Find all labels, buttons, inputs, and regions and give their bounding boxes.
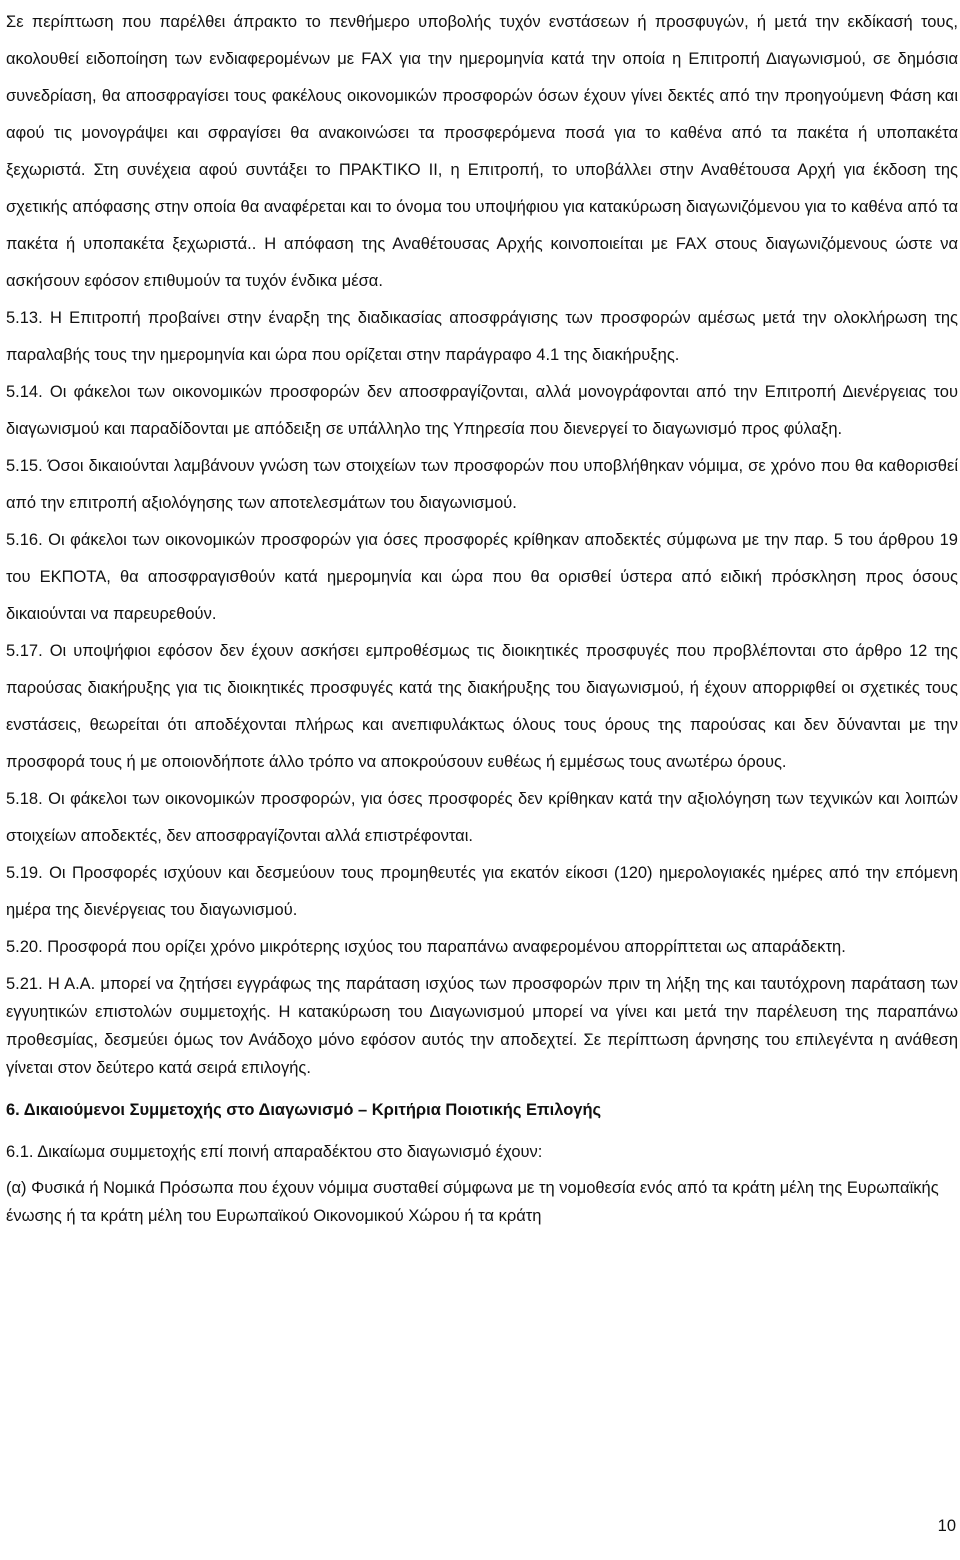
paragraph-5-18: 5.18. Οι φάκελοι των οικονομικών προσφορών, για όσες προσφορές δεν κρίθηκαν κατά την αξιολόγηση των τεχνικών και λοιπών στοιχείων αποδεκτές, δεν αποσφραγίζονται αλλά επιστρέφονται.	[6, 790, 958, 845]
page-number: 10	[937, 1517, 956, 1535]
document-page	[6, 0, 958, 1230]
paragraph-5-14: 5.14. Οι φάκελοι των οικονομικών προσφορών δεν αποσφραγίζονται, αλλά μονογράφονται από την Επιτροπή Διενέργειας του διαγωνισμού και παραδίδονται με απόδειξη σε υπάλληλο της Υπηρεσία που διενεργεί το διαγωνισμό προς φύλαξη.	[6, 383, 958, 438]
paragraph-5-19: 5.19. Οι Προσφορές ισχύουν και δεσμεύουν τους προμηθευτές για εκατόν είκοσι (120) ημερολογιακές ημέρες από την επόμενη ημέρα της διενέργειας του διαγωνισμού.	[6, 864, 958, 919]
list-item-a: (α) Φυσικά ή Νομικά Πρόσωπα που έχουν νόμιμα συσταθεί σύμφωνα με τη νομοθεσία ενός από τα κράτη μέλη της Ευρωπαϊκής ένωσης ή τα κράτη μέλη του Ευρωπαϊκού Οικονομικού Χώρου ή τα κράτη	[6, 1179, 939, 1225]
section-heading: 6. Δικαιούμενοι Συμμετοχής στο Διαγωνισμό – Κριτήρια Ποιοτικής Επιλογής	[6, 1101, 602, 1119]
paragraph-5-15: 5.15. Όσοι δικαιούνται λαμβάνουν γνώση των στοιχείων των προσφορών που υποβλήθηκαν νόμιμα, σε χρόνο που θα καθορισθεί από την επιτροπή αξιολόγησης των αποτελεσμάτων του διαγωνισμού.	[6, 457, 958, 512]
paragraph-5-21: 5.21. Η Α.Α. μπορεί να ζητήσει εγγράφως της παράταση ισχύος των προσφορών πριν τη λήξη της και ταυτόχρονη παράταση των εγγυητικών επιστολών συμμετοχής. Η κατακύρωση του Διαγωνισμού μπορεί να γίνει και μετά την παρέλευση της παραπάνω προθεσμίας, δεσμεύει όμως τον Ανάδοχο μόνο εφόσον αυτός την αποδεχτεί. Σε περίπτωση άρνησης του επιλεγέντα η ανάθεση γίνεται στον δεύτερο κατά σειρά επιλογής.	[6, 975, 958, 1077]
paragraph-5-16: 5.16. Οι φάκελοι των οικονομικών προσφορών για όσες προσφορές κρίθηκαν αποδεκτές σύμφωνα με την παρ. 5 του άρθρου 19 του ΕΚΠΟΤΑ, θα αποσφραγισθούν κατά ημερομηνία και ώρα που θα ορισθεί ύστερα από ειδική πρόσκληση προς όσους δικαιούνται να παρευρεθούν.	[6, 531, 958, 623]
paragraph-5-17: 5.17. Οι υποψήφιοι εφόσον δεν έχουν ασκήσει εμπροθέσμως τις διοικητικές προσφυγές που προβλέπονται στο άρθρο 12 της παρούσας διακήρυξης για τις διοικητικές προσφυγές κατά της διακήρυξης του διαγωνισμού, ή έχουν απορριφθεί οι σχετικές τους ενστάσεις, θεωρείται ότι αποδέχονται πλήρως και ανεπιφυλάκτως όλους τους όρους της παρούσας και δεν δύνανται με την προσφορά τους ή με οποιονδήποτε άλλο τρόπο να αποκρούσουν ευθέως ή εμμέσως τους ανωτέρω όρους.	[6, 642, 958, 771]
paragraph-5-20: 5.20. Προσφορά που ορίζει χρόνο μικρότερης ισχύος του παραπάνω αναφερομένου απορρίπτεται ως απαράδεκτη.	[6, 938, 846, 956]
paragraph-5-13: 5.13. Η Επιτροπή προβαίνει στην έναρξη της διαδικασίας αποσφράγισης των προσφορών αμέσως μετά την ολοκλήρωση της παραλαβής τους την ημερομηνία και ώρα που ορίζεται στην παράγραφο 4.1 της διακήρυξης.	[6, 309, 958, 364]
subsection-6-1: 6.1. Δικαίωμα συμμετοχής επί ποινή απαραδέκτου στο διαγωνισμό έχουν:	[6, 1143, 543, 1161]
paragraph-intro: Σε περίπτωση που παρέλθει άπρακτο το πενθήμερο υποβολής τυχόν ενστάσεων ή προσφυγών, ή μετά την εκδίκασή τους, ακολουθεί ειδοποίηση των ενδιαφερομένων με FAX για την ημερομηνία κατά την οποία η Επιτροπή Διαγωνισμού, σε δημόσια συνεδρίαση, θα αποσφραγίσει τους φακέλους οικονομικών προσφορών όσων έχουν γίνει δεκτές από την προηγούμενη Φάση και αφού τις μονογράψει και σφραγίσει θα ανακοινώσει τα προσφερόμενα ποσά για το καθένα από τα πακέτα ή υποπακέτα ξεχωριστά. Στη συνέχεια αφού συντάξει το ΠΡΑΚΤΙΚΟ ΙΙ, η Επιτροπή, το υποβάλλει στην Αναθέτουσα Αρχή για έκδοση της σχετικής απόφασης στην οποία θα αναφέρεται και το όνομα του υποψήφιου για κατακύρωση διαγωνιζόμενου για το καθένα από τα πακέτα ή υποπακέτα ξεχωριστά.. Η απόφαση της Αναθέτουσας Αρχής κοινοποιείται με FAX στους διαγωνιζόμενους ώστε να ασκήσουν εφόσον επιθυμούν τα τυχόν ένδικα μέσα.	[6, 13, 958, 290]
